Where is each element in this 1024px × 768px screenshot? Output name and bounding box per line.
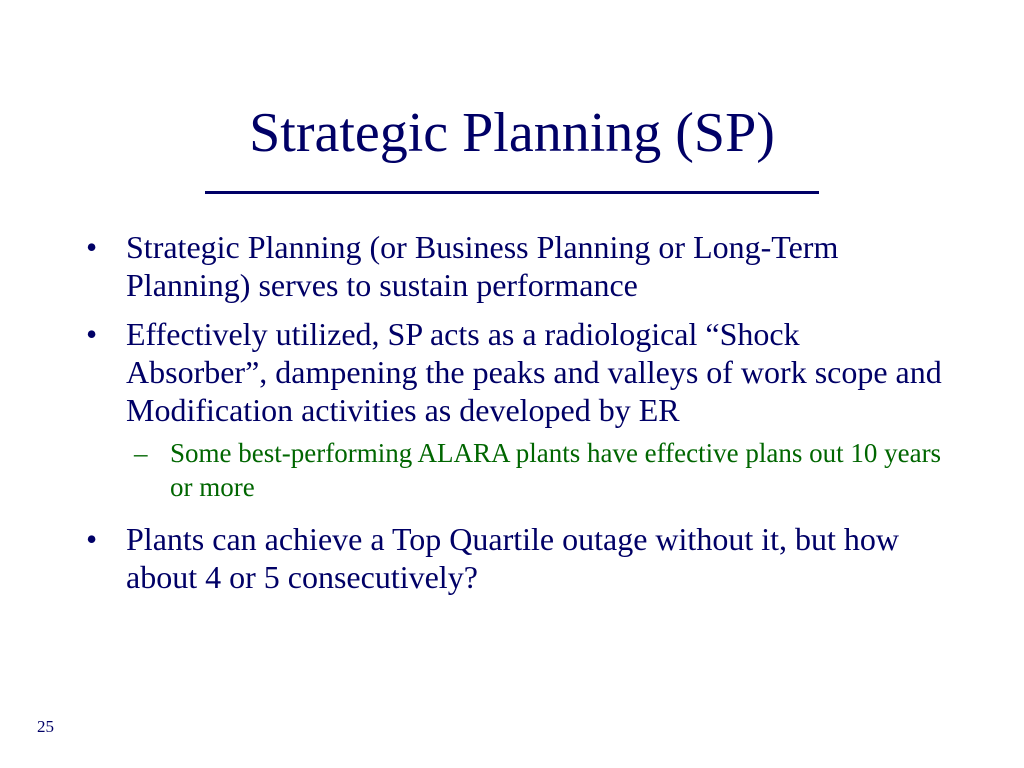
bullet-item [86, 315, 946, 429]
bullet-marker: • [86, 229, 98, 265]
slide-title: Strategic Planning (SP) [249, 102, 775, 164]
bullet-text: Strategic Planning (or Business Planning or Long-Term Planning) serves to sustain performance [126, 229, 839, 303]
title-underline [205, 191, 819, 194]
sub-bullet-text: Some best-performing ALARA plants have effective plans out 10 years or more [170, 438, 942, 502]
bullet-marker: • [86, 316, 98, 352]
bullet-marker: • [86, 521, 98, 557]
bullet-text: Effectively utilized, SP acts as a radiological “Shock Absorber”, dampening the peaks and valleys of work scope and Modification activities as developed by ER [126, 316, 942, 428]
page-number: 25 [37, 717, 54, 736]
bullet-text: Plants can achieve a Top Quartile outage without it, but how about 4 or 5 consecutively? [126, 521, 899, 595]
bullet-item [86, 520, 946, 596]
sub-bullet-item [134, 436, 946, 504]
sub-bullet-marker: – [134, 438, 148, 468]
slide-body [86, 228, 946, 607]
bullet-item [86, 228, 946, 304]
